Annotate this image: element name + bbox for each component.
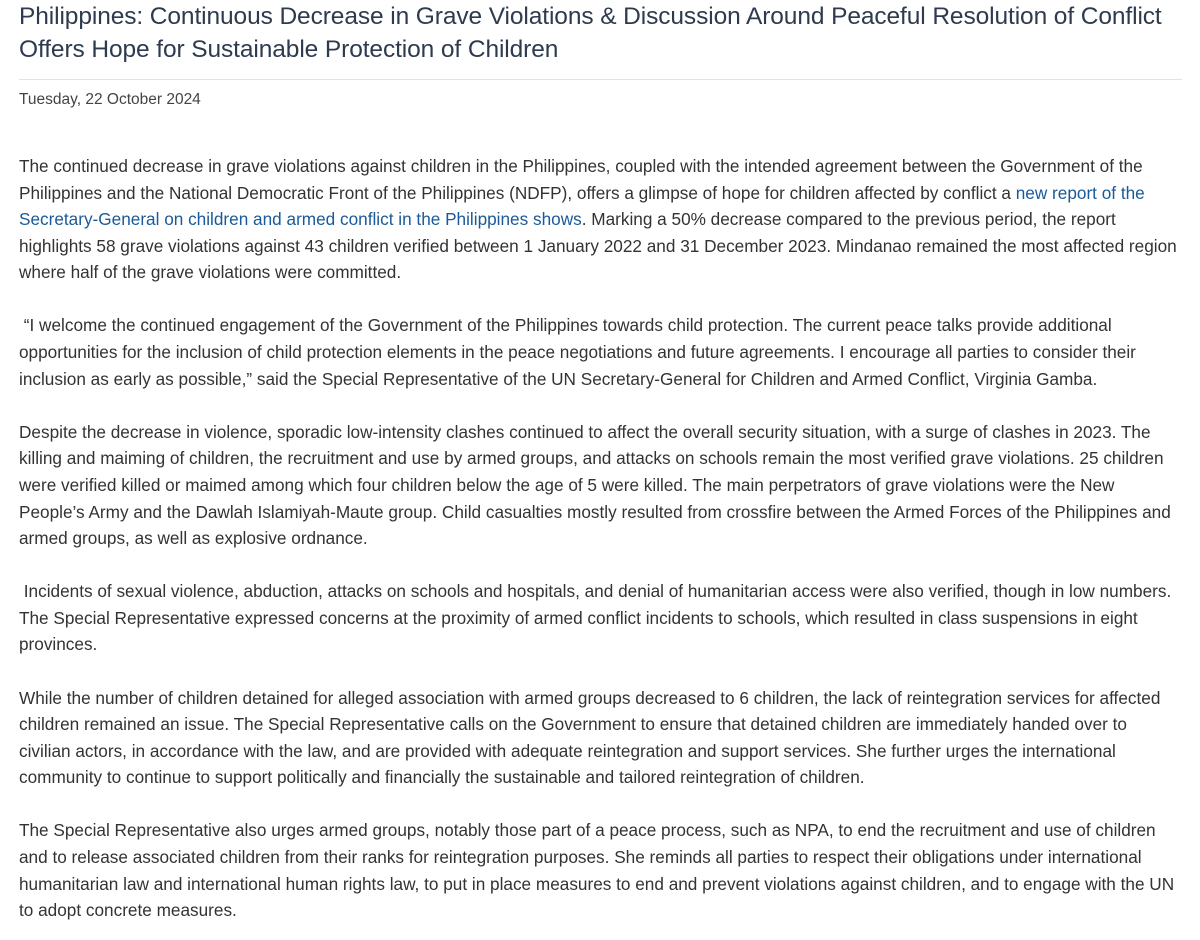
paragraph-1: [19, 153, 1182, 286]
article-date: Tuesday, 22 October 2024: [19, 91, 201, 108]
title-divider: [19, 79, 1182, 80]
article-title: Philippines: Continuous Decrease in Grave Violations & Discussion Around Peaceful Resolution of Conflict Offers Hope for Sustainable Protection of Children: [19, 3, 1162, 63]
paragraph-1-text-start: The continued decrease in grave violations against children in the Philippines, coupled with the intended agreement between the Government of the Philippines and the National Democratic Front of the Philippines (NDFP), offers a glimpse of hope for children affected by conflict a: [19, 156, 1143, 203]
paragraph-4: Incidents of sexual violence, abduction, attacks on schools and hospitals, and denial of humanitarian access were also verified, though in low numbers. The Special Representative expressed concerns at the proximity of armed conflict incidents to schools, which resulted in class suspensions in eight provinces.: [19, 581, 1176, 655]
paragraph-5: While the number of children detained for alleged association with armed groups decreased to 6 children, the lack of reintegration services for affected children remained an issue. The Special Representative calls on the Government to ensure that detained children are immediately handed over to civilian actors, in accordance with the law, and are provided with adequate reintegration and support services. She further urges the international community to continue to support politically and financially the sustainable and tailored reintegration of children.: [19, 687, 1161, 788]
report-link[interactable]: new report of the Secretary-General on children and armed conflict in the Philippines shows: [19, 182, 1145, 230]
article-body: [19, 153, 1182, 924]
paragraph-2: “I welcome the continued engagement of the Government of the Philippines towards child protection. The current peace talks provide additional opportunities for the inclusion of child protection elements in the peace negotiations and future agreements. I encourage all parties to consider their inclusion as early as possible,” said the Special Representative of the UN Secretary-General for Children and Armed Conflict, Virginia Gamba.: [19, 315, 1141, 389]
paragraph-6: The Special Representative also urges armed groups, notably those part of a peace process, such as NPA, to end the recruitment and use of children and to release associated children from their ranks for reintegration purposes. She reminds all parties to respect their obligations under international humanitarian law and international human rights law, to put in place measures to end and prevent violations against children, and to engage with the UN to adopt concrete measures.: [19, 820, 1175, 921]
paragraph-1-text-end: . Marking a 50% decrease compared to the previous period, the report highlights 58 grave violations against 43 children verified between 1 January 2022 and 31 December 2023. Mindanao remained the most affected region where half of the grave violations were committed.: [19, 209, 1177, 283]
paragraph-3: Despite the decrease in violence, sporadic low-intensity clashes continued to affect the overall security situation, with a surge of clashes in 2023. The killing and maiming of children, the recruitment and use by armed groups, and attacks on schools remain the most verified grave violations. 25 children were verified killed or maimed among which four children below the age of 5 were killed. The main perpetrators of grave violations were the New People’s Army and the Dawlah Islamiyah-Maute group. Child casualties mostly resulted from crossfire between the Armed Forces of the Philippines and armed groups, as well as explosive ordnance.: [19, 421, 1171, 549]
